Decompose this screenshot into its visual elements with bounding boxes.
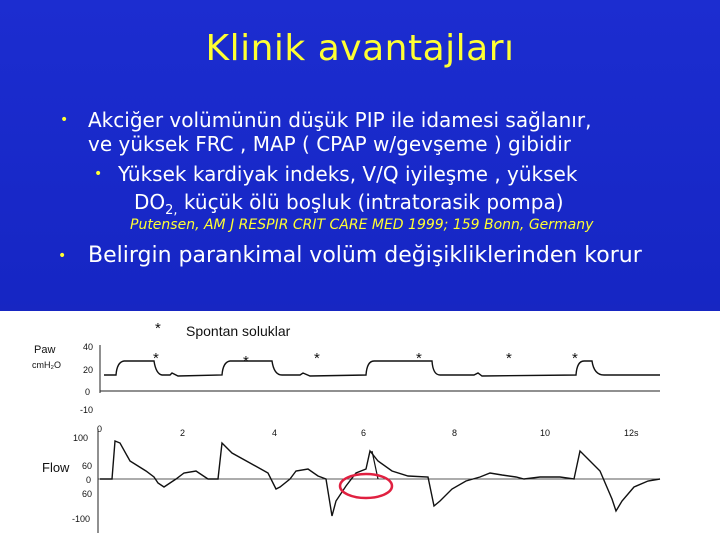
highlight-circle bbox=[340, 474, 392, 498]
paw-tick-40: 40 bbox=[83, 342, 94, 352]
x-tick-0: 0 bbox=[97, 424, 103, 434]
x-tick-4: 4 bbox=[272, 428, 278, 438]
paw-tick-20: 20 bbox=[83, 365, 94, 375]
flow-tick-0: 0 bbox=[86, 475, 92, 485]
star-annotation: * bbox=[155, 320, 161, 337]
do-text: DO bbox=[134, 190, 166, 214]
flow-waveform bbox=[100, 441, 660, 516]
do-subscript: 2, bbox=[165, 203, 178, 218]
star-2: * bbox=[243, 353, 249, 370]
bullet-2-rest: küçük ölü boşluk (intratorasik pompa) bbox=[177, 190, 564, 214]
x-tick-12s: 12s bbox=[624, 428, 639, 438]
x-tick-2: 2 bbox=[180, 428, 186, 438]
ventilation-chart bbox=[0, 311, 720, 540]
x-tick-8: 8 bbox=[452, 428, 458, 438]
star-4: * bbox=[416, 350, 422, 367]
bullet-dot: • bbox=[58, 248, 67, 264]
paw-label: Paw bbox=[34, 344, 56, 356]
slide-title: Klinik avantajları bbox=[205, 28, 515, 69]
paw-tick-neg10: -10 bbox=[80, 405, 94, 415]
paw-unit: cmH₂O bbox=[32, 360, 61, 370]
bullet-3: Belirgin parankimal volüm değişikliklerinden korur bbox=[88, 243, 642, 268]
flow-tick-60: 60 bbox=[82, 461, 93, 471]
sub-bullet-dot: • bbox=[94, 166, 103, 182]
star-5: * bbox=[506, 350, 512, 367]
bullet-1-line-2: ve yüksek FRC , MAP ( CPAP w/gevşeme ) gibidir bbox=[88, 132, 571, 156]
bullet-2-line-1: Yüksek kardiyak indeks, V/Q iyileşme , yüksek bbox=[118, 162, 578, 186]
bullet-dot: • bbox=[60, 112, 69, 128]
x-tick-6: 6 bbox=[361, 428, 367, 438]
flow-label: Flow bbox=[42, 460, 70, 475]
star-6: * bbox=[572, 350, 578, 367]
flow-tick-neg100: -100 bbox=[72, 514, 91, 524]
chart-svg bbox=[0, 311, 720, 540]
bullet-1-line-1: Akciğer volümünün düşük PIP ile idamesi sağlanır, bbox=[88, 108, 592, 132]
annotation-text: Spontan soluklar bbox=[186, 323, 291, 339]
x-tick-10: 10 bbox=[540, 428, 551, 438]
paw-tick-0: 0 bbox=[85, 387, 91, 397]
star-1: * bbox=[153, 350, 159, 367]
flow-tick-neg60: 60 bbox=[82, 489, 93, 499]
flow-tick-100: 100 bbox=[73, 433, 89, 443]
citation: Putensen, AM J RESPIR CRIT CARE MED 1999; 159 Bonn, Germany bbox=[130, 217, 594, 233]
star-3: * bbox=[314, 350, 320, 367]
